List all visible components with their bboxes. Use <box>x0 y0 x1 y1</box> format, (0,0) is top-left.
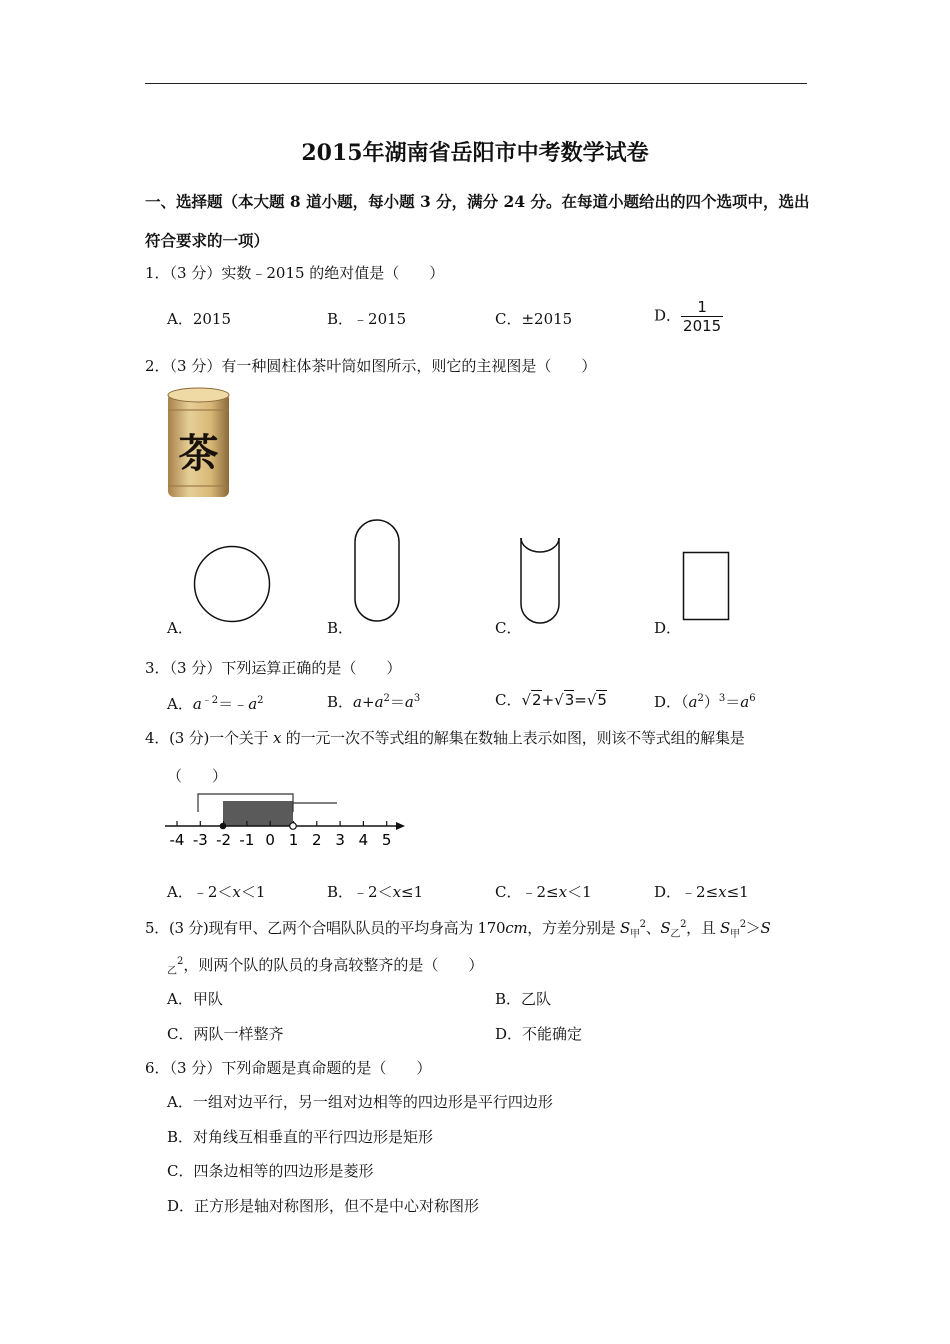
q5-stem-line1: 5．(3 分)现有甲、乙两个合唱队队员的平均身高为 170cm，方差分别是 $S_甲^2$、$S_乙^2$，且 $S_甲^2>S$ <box>145 919 771 940</box>
axis-tick-label: 5 <box>381 831 392 849</box>
q4-stem: 4．(3 分)一个关于 x 的一元一次不等式组的解集在数轴上表示如图，则该不等式组的解集是 <box>145 729 745 747</box>
solution-shading <box>223 801 293 826</box>
q4-option-c: C．﹣2≤x＜1 <box>495 883 592 901</box>
axis-tick-label: 1 <box>288 831 299 849</box>
q5-option-d: D．不能确定 <box>495 1025 583 1043</box>
q1-option-a: A．2015 <box>167 310 232 328</box>
axis-tick-label: 4 <box>358 831 369 849</box>
q4-option-d: D．﹣2≤x≤1 <box>654 883 749 901</box>
axis-tick-label: -1 <box>239 831 255 849</box>
q4-option-b: B．﹣2＜x≤1 <box>327 883 424 901</box>
q6-option-c: C．四条边相等的四边形是菱形 <box>167 1162 374 1180</box>
q6-option-b: B．对角线互相垂直的平行四边形是矩形 <box>167 1128 434 1146</box>
fraction-denominator: 2015 <box>683 317 722 335</box>
q1-option-b: B．﹣2015 <box>327 310 407 328</box>
number-line-figure <box>165 788 410 850</box>
page-title: 2015年湖南省岳阳市中考数学试卷 <box>301 140 649 166</box>
q4-paren: （ ） <box>167 767 228 785</box>
tea-character: 茶 <box>178 431 219 477</box>
open-endpoint <box>290 823 297 830</box>
sqrt-icon: √ <box>521 691 532 709</box>
q6-stem: 6．（3 分）下列命题是真命题的是（ ） <box>145 1059 432 1077</box>
q3-option-c: C．√2+√3=√5 <box>495 691 607 709</box>
axis-arrow-icon <box>396 822 405 830</box>
q2-shape-cup <box>519 536 561 628</box>
q2-shape-rectangle <box>682 551 732 627</box>
q1-option-d <box>654 298 723 335</box>
q1-option-c: C．±2015 <box>495 310 573 328</box>
q3-option-a: A．$a^{﹣2}=﹣a^2$ <box>167 695 264 713</box>
q2-shape-circle <box>192 544 272 628</box>
q4-option-a: A．﹣2＜x＜1 <box>167 883 266 901</box>
q1-option-d-label: D． <box>654 306 682 325</box>
q2-stem: 2．（3 分）有一种圆柱体茶叶筒如图所示，则它的主视图是（ ） <box>145 357 597 375</box>
q2-option-b: B． <box>327 619 354 637</box>
q2-option-c: C． <box>495 619 522 637</box>
fraction-numerator: 1 <box>681 298 723 317</box>
axis-tick-label: 3 <box>335 831 345 849</box>
sqrt-icon: √ <box>554 691 564 709</box>
section-heading-cont: 符合要求的一项） <box>145 231 270 250</box>
axis-tick-label: 2 <box>312 831 322 849</box>
q1-option-d-fraction <box>681 298 723 335</box>
section-heading: 一、选择题（本大题 8 道小题，每小题 3 分，满分 24 分。在每道小题给出的四个选项中，选出 <box>145 192 810 211</box>
q5-option-c: C．两队一样整齐 <box>167 1025 284 1043</box>
q3-option-b: B．$a+a^2=a^3$ <box>327 693 421 711</box>
axis-tick-label: -3 <box>192 831 208 849</box>
q3-stem: 3．（3 分）下列运算正确的是（ ） <box>145 659 402 677</box>
axis-tick-label: 0 <box>265 831 275 849</box>
q5-option-b: B．乙队 <box>495 990 552 1008</box>
q2-option-a: A． <box>167 619 193 637</box>
q6-option-a: A．一组对边平行，另一组对边相等的四边形是平行四边形 <box>167 1093 553 1111</box>
closed-endpoint <box>220 823 227 830</box>
q5-stem-line2: $_乙^2$，则两个队的队员的身高较整齐的是（ ） <box>167 956 484 977</box>
tea-canister-image <box>165 385 232 503</box>
q3-option-d: D．$(a^2)^3=a^6$ <box>654 693 756 711</box>
q2-option-d: D． <box>654 619 682 637</box>
sqrt-icon: √ <box>586 691 597 709</box>
axis-tick-label: -2 <box>216 831 232 849</box>
q2-shape-capsule <box>353 518 403 628</box>
axis-tick-label: -4 <box>169 831 185 849</box>
q5-option-a: A．甲队 <box>167 990 223 1008</box>
q6-option-d: D．正方形是轴对称图形，但不是中心对称图形 <box>167 1197 480 1215</box>
q1-stem: 1．（3 分）实数﹣2015 的绝对值是（ ） <box>145 264 445 282</box>
header-rule <box>145 83 807 84</box>
